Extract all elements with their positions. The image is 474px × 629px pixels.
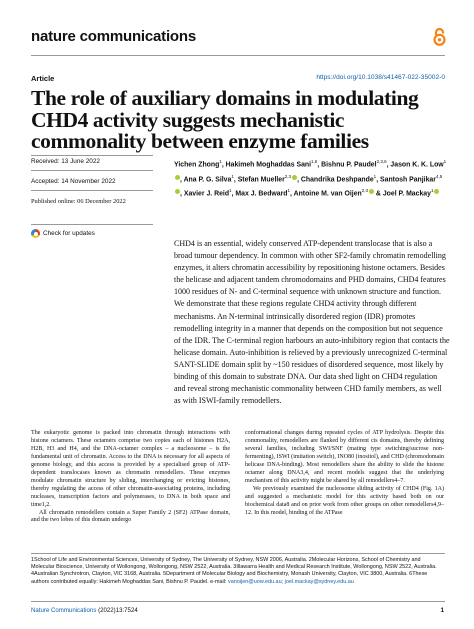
check-updates-icon	[31, 229, 40, 238]
orcid-icon[interactable]	[369, 189, 374, 194]
email-label: e-mail:	[210, 578, 227, 585]
author-name[interactable]: Joel P. Mackay	[382, 190, 431, 198]
author-list: Yichen Zhong$^1$, Hakimeh Moghaddas Sani$^{1,6}$, Bishnu P. Paudel$^{2,3,6}$, Jason K. K. Low$^1$, Ana P. G. Silva$^1$, Stefan Mueller$^{2,3}$ , Chandrika Deshpande$^1$, Santosh Panjikar$^{4,5}$, Xavier J. Reid$^1$, Max J. Bedward$^1$, Antoine M. van Oijen$^{2,3}$ & Joel P. Mackay$^1$	[174, 159, 447, 198]
author-name[interactable]: Santosh Panjikar	[380, 175, 436, 183]
footer-rule	[31, 601, 445, 602]
author-name[interactable]: Jason K. K. Low	[390, 161, 444, 169]
footer-volume: (2022)13:7524	[98, 607, 138, 614]
author-name[interactable]: Stefan Mueller	[237, 175, 285, 183]
author-affiliation-marker: 4,5	[435, 173, 443, 179]
orcid-icon[interactable]	[175, 189, 180, 194]
author-affiliation-marker: 1	[287, 188, 291, 193]
meta-divider	[31, 190, 153, 191]
footer-citation	[31, 607, 138, 614]
email-links[interactable]: vanoijen@uow.edu.au; joel.mackay@sydney.edu.au	[228, 578, 354, 585]
author-affiliation-marker: 2,3	[284, 173, 292, 179]
author-affiliation-marker: 1	[430, 188, 434, 193]
body-paragraph: conformational changes during repeated cycles of ATP hydrolysis. Despite this commonality, remodellers are flanked by different cis domains, thereby defining several families, including SWI/SNF (mating type switching/sucrose non-fermenting), ISWI (imitation switch), INO80 (inositol), and CHD (chromodomain helicase DNA-binding). Most remodellers share the ability to slide the histone octamer along DNA3,4, and recent models suggest that the underlying mechanism of this activity might be shared by all remodellers4–7.	[245, 430, 445, 484]
author-name[interactable]: Antoine M. van Oijen	[293, 190, 362, 198]
affiliations-text: 1School of Life and Environmental Sciences, University of Sydney, The University of Sydney, NSW 2006, Australia. 2Molecular Horizons, School of Chemistry and Molecular Bioscience, University of Wollongong, Wollongong, NSW 2522, Australia. 3Illawarra Health and Medical Research Institute, Wollongong, NSW 2522, Australia. 4Australian Synchrotron, Clayton, VIC 3168, Australia. 5Department of Molecular Biology and Biochemistry, Monash University, Clayton, VIC 3800, Australia. 6These authors contributed equally: Hakimeh Moghaddas Sani, Bishnu P. Paudel.	[31, 557, 437, 585]
article-title: The role of auxiliary domains in modulating CHD4 activity suggests mechanistic commonality between enzyme families	[31, 86, 419, 153]
page-number: 1	[440, 607, 444, 614]
received-date: Received: 13 June 2022	[31, 158, 100, 165]
check-updates-label: Check for updates	[43, 230, 95, 237]
body-paragraph: All chromatin remodellers contain a Super Family 2 (SF2) ATPase domain, and the two lobes of this domain undergo	[31, 509, 230, 524]
check-updates-button[interactable]	[31, 229, 95, 238]
body-column-left	[31, 430, 230, 525]
body-column-right	[245, 430, 444, 517]
meta-divider	[31, 170, 153, 171]
author-affiliation-marker: 1	[231, 173, 234, 179]
author-name[interactable]: Bishnu P. Paudel	[321, 161, 377, 169]
affiliations-rule	[31, 553, 445, 554]
author-affiliation-marker: 2,3	[361, 188, 369, 193]
author-name[interactable]: Xavier J. Reid	[183, 190, 230, 198]
meta-divider	[31, 155, 153, 156]
author-affiliation-marker: 1	[219, 159, 222, 164]
body-paragraph: We previously examined the nucleosome sliding activity of CHD4 (Fig. 1A) and suggested a mechanistic model for this activity based both on our biochemical data8 and on prior work from other groups on other remodellers4,9–12. In this model, binding of the ATPase	[245, 485, 444, 516]
author-name[interactable]: Chandrika Deshpande	[300, 175, 374, 183]
affiliations	[31, 557, 445, 586]
author-name[interactable]: Hakimeh Moghaddas Sani	[225, 161, 312, 169]
footer-journal[interactable]: Nature Communications	[31, 607, 97, 614]
header-rule	[31, 55, 445, 56]
article-type: Article	[31, 74, 55, 83]
author-affiliation-marker: 1	[229, 188, 232, 193]
published-date: Published online: 06 December 2022	[31, 198, 126, 205]
author-affiliation-marker: 1,6	[311, 159, 318, 164]
author-affiliation-marker: 1	[373, 173, 377, 179]
author-name[interactable]: Yichen Zhong	[174, 161, 220, 169]
author-affiliation-marker: 1	[443, 159, 447, 164]
orcid-icon[interactable]	[175, 175, 180, 180]
meta-divider	[31, 224, 153, 225]
journal-name[interactable]: nature communications	[31, 28, 196, 45]
doi-link[interactable]: https://doi.org/10.1038/s41467-022-35002-0	[316, 74, 445, 81]
orcid-icon[interactable]	[292, 175, 297, 180]
open-access-lock-icon[interactable]	[433, 27, 446, 46]
body-paragraph: The eukaryotic genome is packed into chromatin through interactions with histone octamers. These octamers comprise two copies each of histones H2A, H2B, H3 and H4, and the DNA-octamer complex – a nucleosome – is the fundamental unit of chromatin. Access to the DNA is necessary for all aspects of genome biology, and this access is provided by a specialised group of ATP-dependent translocases known as chromatin remodellers. These enzymes modulate chromatin structure by sliding, interchanging or evicting histones, thereby regulating the access of other chromatin-associating proteins, including nucleases, transcription factors and polymerases, to DNA in both space and time1,2.	[31, 430, 230, 508]
author-affiliation-marker: 2,3,6	[376, 159, 387, 164]
author-name[interactable]: Ana P. G. Silva	[183, 175, 232, 183]
author-name[interactable]: Max J. Bedward	[235, 190, 288, 198]
accepted-date: Accepted: 14 November 2022	[31, 178, 116, 185]
abstract: CHD4 is an essential, widely conserved ATP-dependent translocase that is also a broad tumour dependency. In common with other SF2-family chromatin remodelling enzymes, it alters chromatin accessibility by repositioning histone octamers. Besides the helicase and adjacent tandem chromodomains and PHD domains, CHD4 features 1000 residues of N- and C-terminal sequence with unknown structure and function. We demonstrate that these regions regulate CHD4 activity through different mechanisms. An N-terminal intrinsically disordered region (IDR) promotes remodelling integrity in a manner that depends on the composition but not sequence of the IDR. The C-terminal region harbours an auto-inhibitory region that contacts the helicase domain. Auto-inhibition is relieved by a previously unrecognized C-terminal SANT-SLIDE domain split by ~150 residues of disordered sequence, most likely by binding of this domain to substrate DNA. Our data shed light on CHD4 regulation and reveal strong mechanistic commonality between CHD family members, as well as with ISWI-family remodellers.	[174, 239, 450, 406]
orcid-icon[interactable]	[434, 189, 439, 194]
